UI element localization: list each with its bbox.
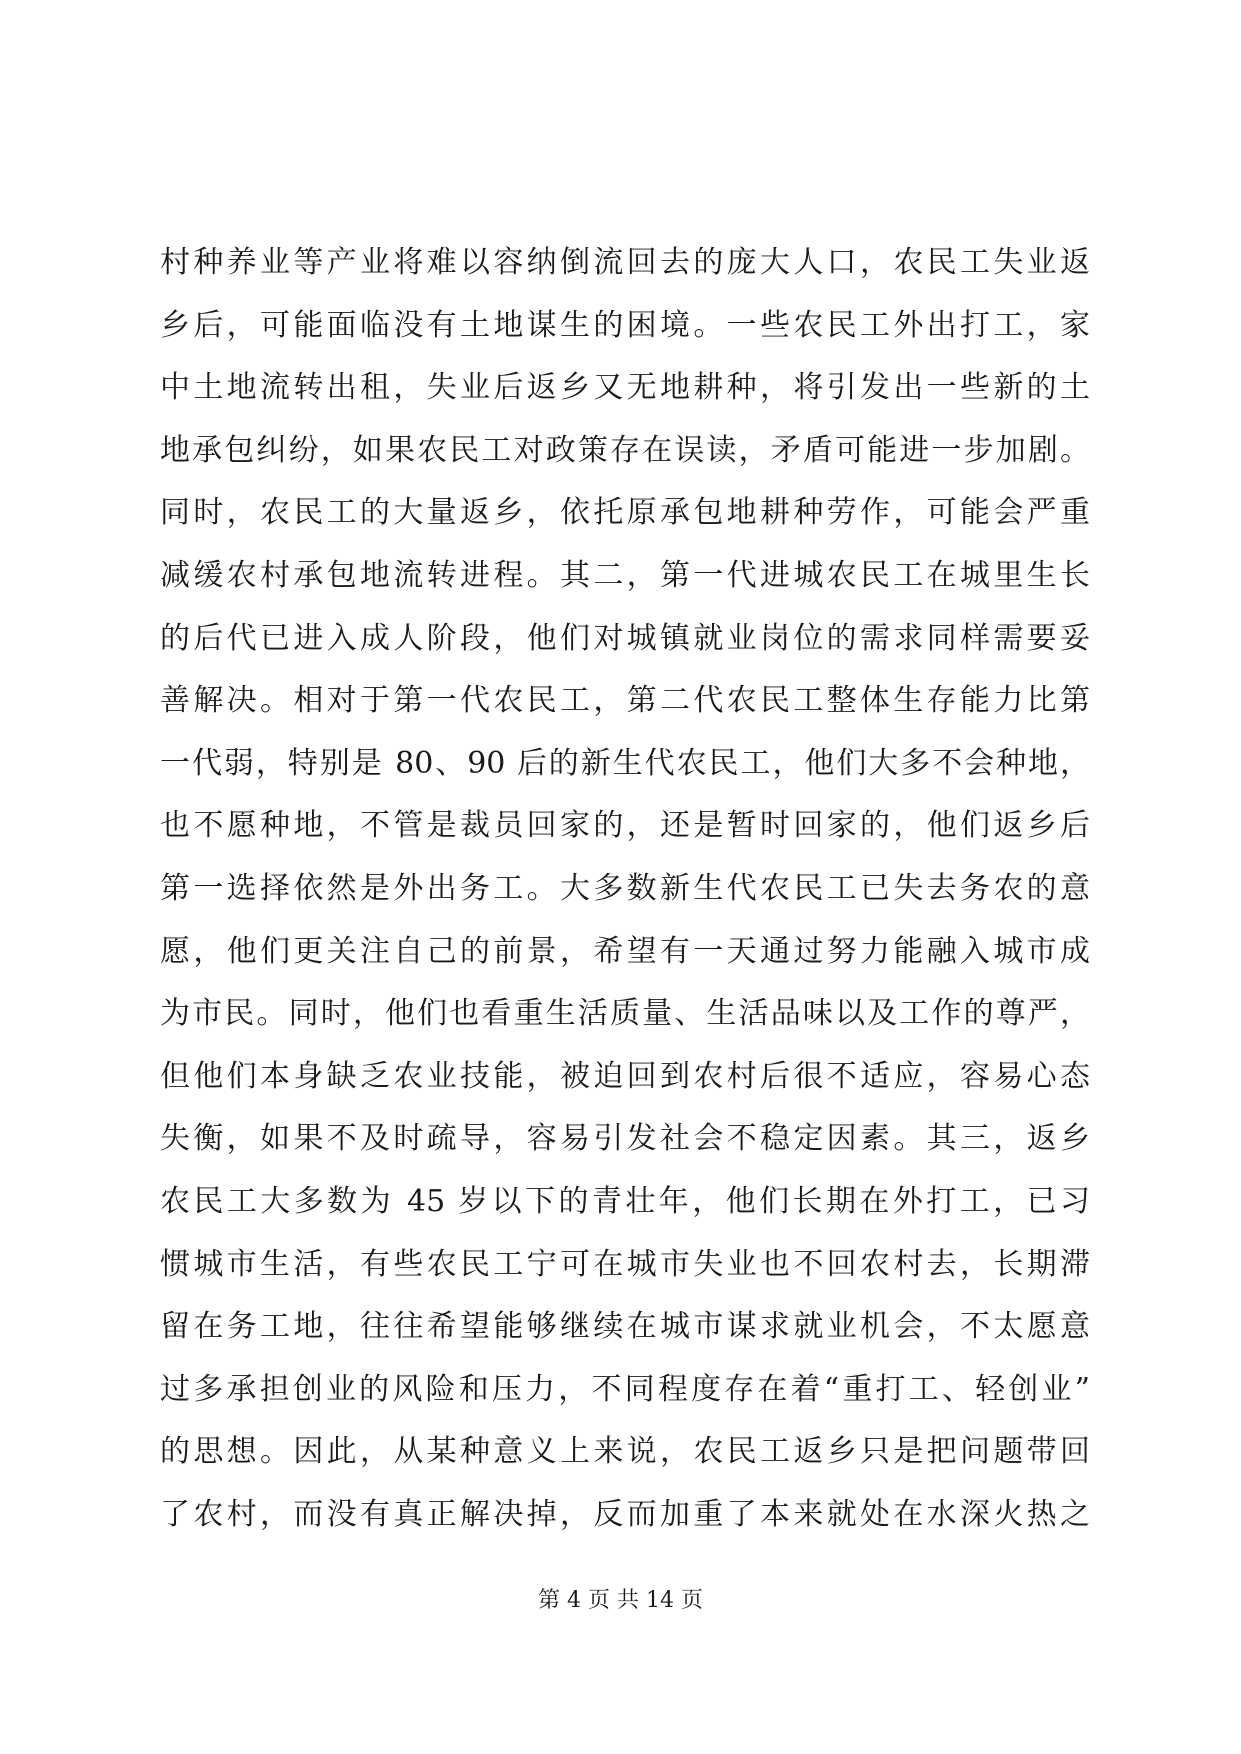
body-line: 乡后，可能面临没有土地谋生的困境。一些农民工外出打工，家: [160, 307, 1090, 343]
page-footer: [0, 1586, 1241, 1616]
body-line: 愿，他们更关注自己的前景，希望有一天通过努力能融入城市成: [160, 933, 1090, 969]
body-line: 留在务工地，往往希望能够继续在城市谋求就业机会，不太愿意: [160, 1309, 1090, 1345]
body-line: 惯城市生活，有些农民工宁可在城市失业也不回农村去，长期滞: [160, 1246, 1090, 1282]
body-line: 地承包纠纷，如果农民工对政策存在误读，矛盾可能进一步加剧。: [160, 432, 1090, 468]
body-line: 为市民。同时，他们也看重生活质量、生活品味以及工作的尊严，: [160, 996, 1090, 1032]
body-line: 也不愿种地，不管是裁员回家的，还是暂时回家的，他们返乡后: [160, 808, 1090, 844]
body-line: 过多承担创业的风险和压力，不同程度存在着“重打工、轻创业”: [160, 1371, 1090, 1407]
body-line: 失衡，如果不及时疏导，容易引发社会不稳定因素。其三，返乡: [160, 1121, 1090, 1157]
body-line: 的后代已进入成人阶段，他们对城镇就业岗位的需求同样需要妥: [160, 620, 1090, 656]
body-line: 村种养业等产业将难以容纳倒流回去的庞大人口，农民工失业返: [160, 245, 1090, 280]
page-number-label: 第 4 页 共 14 页: [538, 1588, 703, 1613]
document-body: [160, 232, 1090, 1546]
body-line: 中土地流转出租，失业后返乡又无地耕种，将引发出一些新的土: [160, 370, 1090, 406]
body-line: 的思想。因此，从某种意义上来说，农民工返乡只是把问题带回: [160, 1434, 1090, 1470]
body-line: 一代弱，特别是 80、90 后的新生代农民工，他们大多不会种地，: [160, 745, 1090, 781]
body-line: 同时，农民工的大量返乡，依托原承包地耕种劳作，可能会严重: [160, 495, 1090, 531]
body-line: 农民工大多数为 45 岁以下的青壮年，他们长期在外打工，已习: [160, 1183, 1090, 1219]
body-line: 减缓农村承包地流转进程。其二，第一代进城农民工在城里生长: [160, 557, 1090, 593]
body-line: 善解决。相对于第一代农民工，第二代农民工整体生存能力比第: [160, 683, 1090, 719]
body-line: 了农村，而没有真正解决掉，反而加重了本来就处在水深火热之: [160, 1496, 1090, 1532]
body-line: 第一选择依然是外出务工。大多数新生代农民工已失去务农的意: [160, 870, 1090, 906]
body-line: 但他们本身缺乏农业技能，被迫回到农村后很不适应，容易心态: [160, 1058, 1090, 1094]
